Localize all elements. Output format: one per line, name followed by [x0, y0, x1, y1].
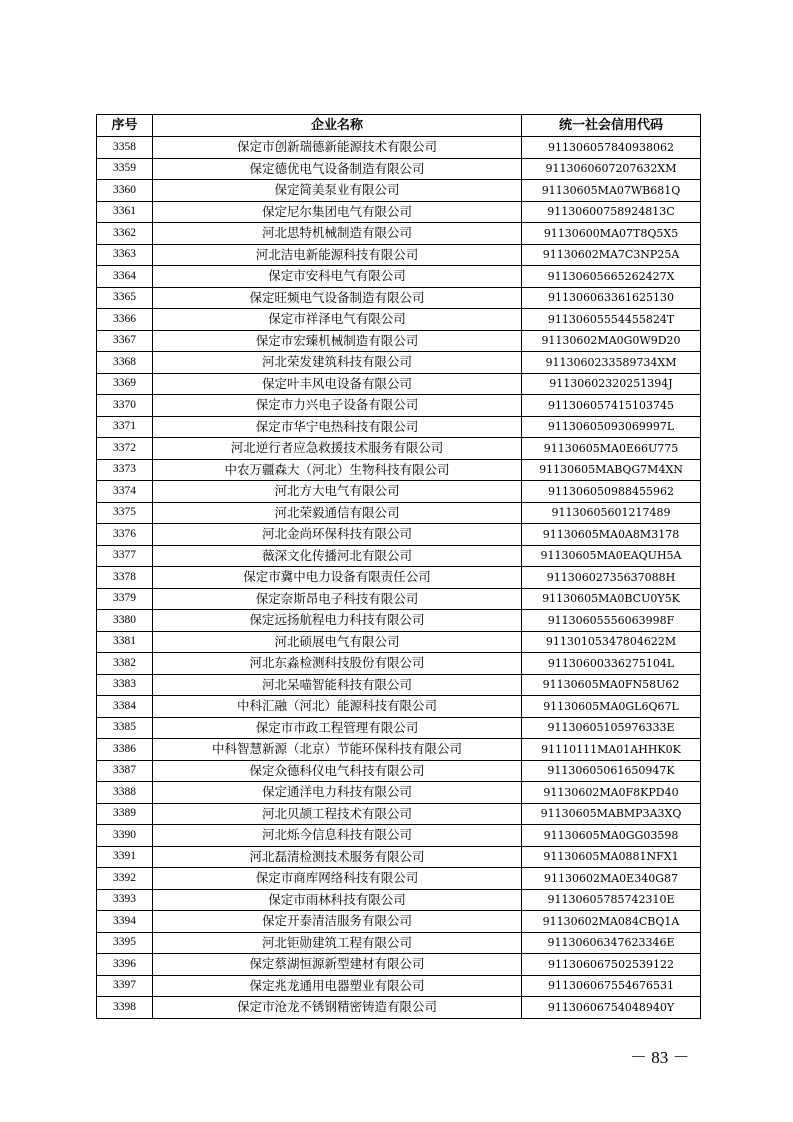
cell-serial-no: 3384 — [97, 696, 153, 718]
table-row — [97, 545, 701, 567]
cell-credit-code: 911306057415103745 — [522, 395, 701, 417]
cell-company-name: 保定旺频电气设备制造有限公司 — [153, 287, 522, 309]
cell-serial-no: 3358 — [97, 137, 153, 159]
cell-company-name: 薇深文化传播河北有限公司 — [153, 545, 522, 567]
table-row — [97, 975, 701, 997]
cell-credit-code: 91130605MA0EAQUH5A — [522, 545, 701, 567]
cell-credit-code: 91130605601217489 — [522, 502, 701, 524]
cell-company-name: 保定远扬航程电力科技有限公司 — [153, 610, 522, 632]
cell-company-name: 保定市创新瑞德新能源技术有限公司 — [153, 137, 522, 159]
cell-credit-code: 91130605MABQG7M4XN — [522, 459, 701, 481]
cell-company-name: 保定市华宁电热科技有限公司 — [153, 416, 522, 438]
table-row — [97, 631, 701, 653]
table-row — [97, 524, 701, 546]
table-row — [97, 868, 701, 890]
cell-credit-code: 911306067554676531 — [522, 975, 701, 997]
cell-credit-code: 91130605105976333E — [522, 717, 701, 739]
cell-serial-no: 3362 — [97, 223, 153, 245]
cell-company-name: 河北荣毅通信有限公司 — [153, 502, 522, 524]
cell-serial-no: 3365 — [97, 287, 153, 309]
table-row — [97, 416, 701, 438]
table-row — [97, 889, 701, 911]
cell-serial-no: 3376 — [97, 524, 153, 546]
table-row — [97, 373, 701, 395]
cell-serial-no: 3391 — [97, 846, 153, 868]
table-row — [97, 158, 701, 180]
cell-company-name: 保定通洋电力科技有限公司 — [153, 782, 522, 804]
cell-credit-code: 91130105347804622M — [522, 631, 701, 653]
cell-serial-no: 3398 — [97, 997, 153, 1019]
cell-company-name: 河北烁今信息科技有限公司 — [153, 825, 522, 847]
cell-serial-no: 3368 — [97, 352, 153, 374]
cell-credit-code: 91130605MA0FN58U62 — [522, 674, 701, 696]
table-row — [97, 481, 701, 503]
cell-company-name: 河北东淼检测科技股份有限公司 — [153, 653, 522, 675]
table-row — [97, 201, 701, 223]
cell-company-name: 保定市宏臻机械制造有限公司 — [153, 330, 522, 352]
cell-company-name: 保定奈斯昂电子科技有限公司 — [153, 588, 522, 610]
cell-serial-no: 3370 — [97, 395, 153, 417]
table-row — [97, 180, 701, 202]
cell-credit-code: 91130605665262427X — [522, 266, 701, 288]
cell-company-name: 保定兆龙通用电器塑业有限公司 — [153, 975, 522, 997]
cell-credit-code: 911306057840938062 — [522, 137, 701, 159]
cell-credit-code: 91130605785742310E — [522, 889, 701, 911]
cell-company-name: 保定尼尔集团电气有限公司 — [153, 201, 522, 223]
cell-credit-code: 91130605MA0881NFX1 — [522, 846, 701, 868]
cell-company-name: 保定德优电气设备制造有限公司 — [153, 158, 522, 180]
cell-company-name: 河北思特机械制造有限公司 — [153, 223, 522, 245]
table-row — [97, 846, 701, 868]
cell-credit-code: 91130605MA07WB681Q — [522, 180, 701, 202]
cell-serial-no: 3394 — [97, 911, 153, 933]
cell-credit-code: 91130606347623346E — [522, 932, 701, 954]
cell-credit-code: 9113060233589734XM — [522, 352, 701, 374]
cell-company-name: 保定市商库网络科技有限公司 — [153, 868, 522, 890]
cell-serial-no: 3367 — [97, 330, 153, 352]
cell-serial-no: 3385 — [97, 717, 153, 739]
table-header-row — [97, 115, 701, 137]
cell-credit-code: 91130602735637088H — [522, 567, 701, 589]
cell-serial-no: 3392 — [97, 868, 153, 890]
cell-credit-code: 91130605554455824T — [522, 309, 701, 331]
cell-company-name: 保定市力兴电子设备有限公司 — [153, 395, 522, 417]
table-row — [97, 653, 701, 675]
cell-credit-code: 91130605093069997L — [522, 416, 701, 438]
cell-company-name: 保定市市政工程管理有限公司 — [153, 717, 522, 739]
cell-company-name: 保定市祥泽电气有限公司 — [153, 309, 522, 331]
table-row — [97, 932, 701, 954]
header-credit-code: 统一社会信用代码 — [522, 115, 701, 137]
table-row — [97, 803, 701, 825]
cell-credit-code: 91130602MA7C3NP25A — [522, 244, 701, 266]
cell-company-name: 保定市沧龙不锈钢精密铸造有限公司 — [153, 997, 522, 1019]
table-row — [97, 330, 701, 352]
cell-credit-code: 91130606754048940Y — [522, 997, 701, 1019]
cell-serial-no: 3363 — [97, 244, 153, 266]
cell-company-name: 河北方大电气有限公司 — [153, 481, 522, 503]
cell-company-name: 河北贝颉工程技术有限公司 — [153, 803, 522, 825]
table-row — [97, 567, 701, 589]
cell-company-name: 河北荣发建筑科技有限公司 — [153, 352, 522, 374]
table-row — [97, 782, 701, 804]
cell-serial-no: 3371 — [97, 416, 153, 438]
cell-company-name: 河北硕展电气有限公司 — [153, 631, 522, 653]
cell-serial-no: 3393 — [97, 889, 153, 911]
cell-company-name: 河北呆喵智能科技有限公司 — [153, 674, 522, 696]
cell-company-name: 保定众德科仪电气科技有限公司 — [153, 760, 522, 782]
cell-serial-no: 3377 — [97, 545, 153, 567]
cell-serial-no: 3389 — [97, 803, 153, 825]
table-row — [97, 610, 701, 632]
cell-credit-code: 91130605MA0A8M3178 — [522, 524, 701, 546]
table-row — [97, 137, 701, 159]
cell-credit-code: 91130602MA0F8KPD40 — [522, 782, 701, 804]
cell-serial-no: 3397 — [97, 975, 153, 997]
cell-credit-code: 91130605MA0GL6Q67L — [522, 696, 701, 718]
table-row — [97, 954, 701, 976]
table-row — [97, 911, 701, 933]
cell-credit-code: 91130605MABMP3A3XQ — [522, 803, 701, 825]
enterprise-table — [96, 114, 701, 1019]
table-row — [97, 244, 701, 266]
cell-credit-code: 911306063361625130 — [522, 287, 701, 309]
table-row — [97, 395, 701, 417]
cell-credit-code: 91130602MA0G0W9D20 — [522, 330, 701, 352]
header-company-name: 企业名称 — [153, 115, 522, 137]
cell-serial-no: 3378 — [97, 567, 153, 589]
table-row — [97, 266, 701, 288]
table-row — [97, 717, 701, 739]
cell-company-name: 保定市安科电气有限公司 — [153, 266, 522, 288]
cell-serial-no: 3387 — [97, 760, 153, 782]
cell-serial-no: 3390 — [97, 825, 153, 847]
cell-serial-no: 3396 — [97, 954, 153, 976]
cell-serial-no: 3364 — [97, 266, 153, 288]
cell-company-name: 中科智慧新源（北京）节能环保科技有限公司 — [153, 739, 522, 761]
cell-serial-no: 3380 — [97, 610, 153, 632]
table-row — [97, 825, 701, 847]
cell-company-name: 保定开泰清洁服务有限公司 — [153, 911, 522, 933]
cell-credit-code: 91130605061650947K — [522, 760, 701, 782]
cell-credit-code: 911306067502539122 — [522, 954, 701, 976]
cell-company-name: 保定市雨林科技有限公司 — [153, 889, 522, 911]
table-body — [97, 137, 701, 1019]
cell-serial-no: 3388 — [97, 782, 153, 804]
table-row — [97, 459, 701, 481]
cell-credit-code: 91130602MA084CBQ1A — [522, 911, 701, 933]
table-row — [97, 997, 701, 1019]
cell-serial-no: 3379 — [97, 588, 153, 610]
cell-serial-no: 3369 — [97, 373, 153, 395]
cell-credit-code: 91110111MA01AHHK0K — [522, 739, 701, 761]
cell-serial-no: 3374 — [97, 481, 153, 503]
cell-credit-code: 91130600336275104L — [522, 653, 701, 675]
table-row — [97, 438, 701, 460]
cell-serial-no: 3366 — [97, 309, 153, 331]
table-row — [97, 588, 701, 610]
cell-company-name: 保定简美泵业有限公司 — [153, 180, 522, 202]
table-row — [97, 739, 701, 761]
cell-company-name: 保定叶丰风电设备有限公司 — [153, 373, 522, 395]
table-row — [97, 287, 701, 309]
table-row — [97, 760, 701, 782]
cell-credit-code: 91130600758924813C — [522, 201, 701, 223]
cell-credit-code: 91130605556063998F — [522, 610, 701, 632]
table-row — [97, 502, 701, 524]
cell-credit-code: 91130605MA0BCU0Y5K — [522, 588, 701, 610]
cell-company-name: 河北磊清检测技术服务有限公司 — [153, 846, 522, 868]
cell-credit-code: 91130602320251394J — [522, 373, 701, 395]
cell-company-name: 河北钜勋建筑工程有限公司 — [153, 932, 522, 954]
page-number: － 83 － — [630, 1048, 690, 1067]
cell-credit-code: 91130602MA0E340G87 — [522, 868, 701, 890]
table-row — [97, 674, 701, 696]
cell-company-name: 保定蔡湖恒源新型建材有限公司 — [153, 954, 522, 976]
cell-credit-code: 91130605MA0E66U775 — [522, 438, 701, 460]
cell-company-name: 中农万疆森大（河北）生物科技有限公司 — [153, 459, 522, 481]
cell-serial-no: 3395 — [97, 932, 153, 954]
table-row — [97, 352, 701, 374]
cell-serial-no: 3373 — [97, 459, 153, 481]
cell-credit-code: 9113060607207632XM — [522, 158, 701, 180]
header-serial-no: 序号 — [97, 115, 153, 137]
cell-company-name: 中科汇融（河北）能源科技有限公司 — [153, 696, 522, 718]
cell-serial-no: 3383 — [97, 674, 153, 696]
table-row — [97, 309, 701, 331]
cell-serial-no: 3375 — [97, 502, 153, 524]
table-row — [97, 696, 701, 718]
cell-company-name: 河北洁电新能源科技有限公司 — [153, 244, 522, 266]
cell-serial-no: 3381 — [97, 631, 153, 653]
cell-serial-no: 3360 — [97, 180, 153, 202]
cell-credit-code: 91130600MA07T8Q5X5 — [522, 223, 701, 245]
cell-credit-code: 91130605MA0GG03598 — [522, 825, 701, 847]
cell-company-name: 河北逆行者应急救援技术服务有限公司 — [153, 438, 522, 460]
cell-serial-no: 3359 — [97, 158, 153, 180]
cell-serial-no: 3386 — [97, 739, 153, 761]
cell-company-name: 保定市冀中电力设备有限责任公司 — [153, 567, 522, 589]
cell-serial-no: 3372 — [97, 438, 153, 460]
cell-serial-no: 3382 — [97, 653, 153, 675]
cell-serial-no: 3361 — [97, 201, 153, 223]
cell-credit-code: 911306050988455962 — [522, 481, 701, 503]
cell-company-name: 河北金尚环保科技有限公司 — [153, 524, 522, 546]
table-row — [97, 223, 701, 245]
